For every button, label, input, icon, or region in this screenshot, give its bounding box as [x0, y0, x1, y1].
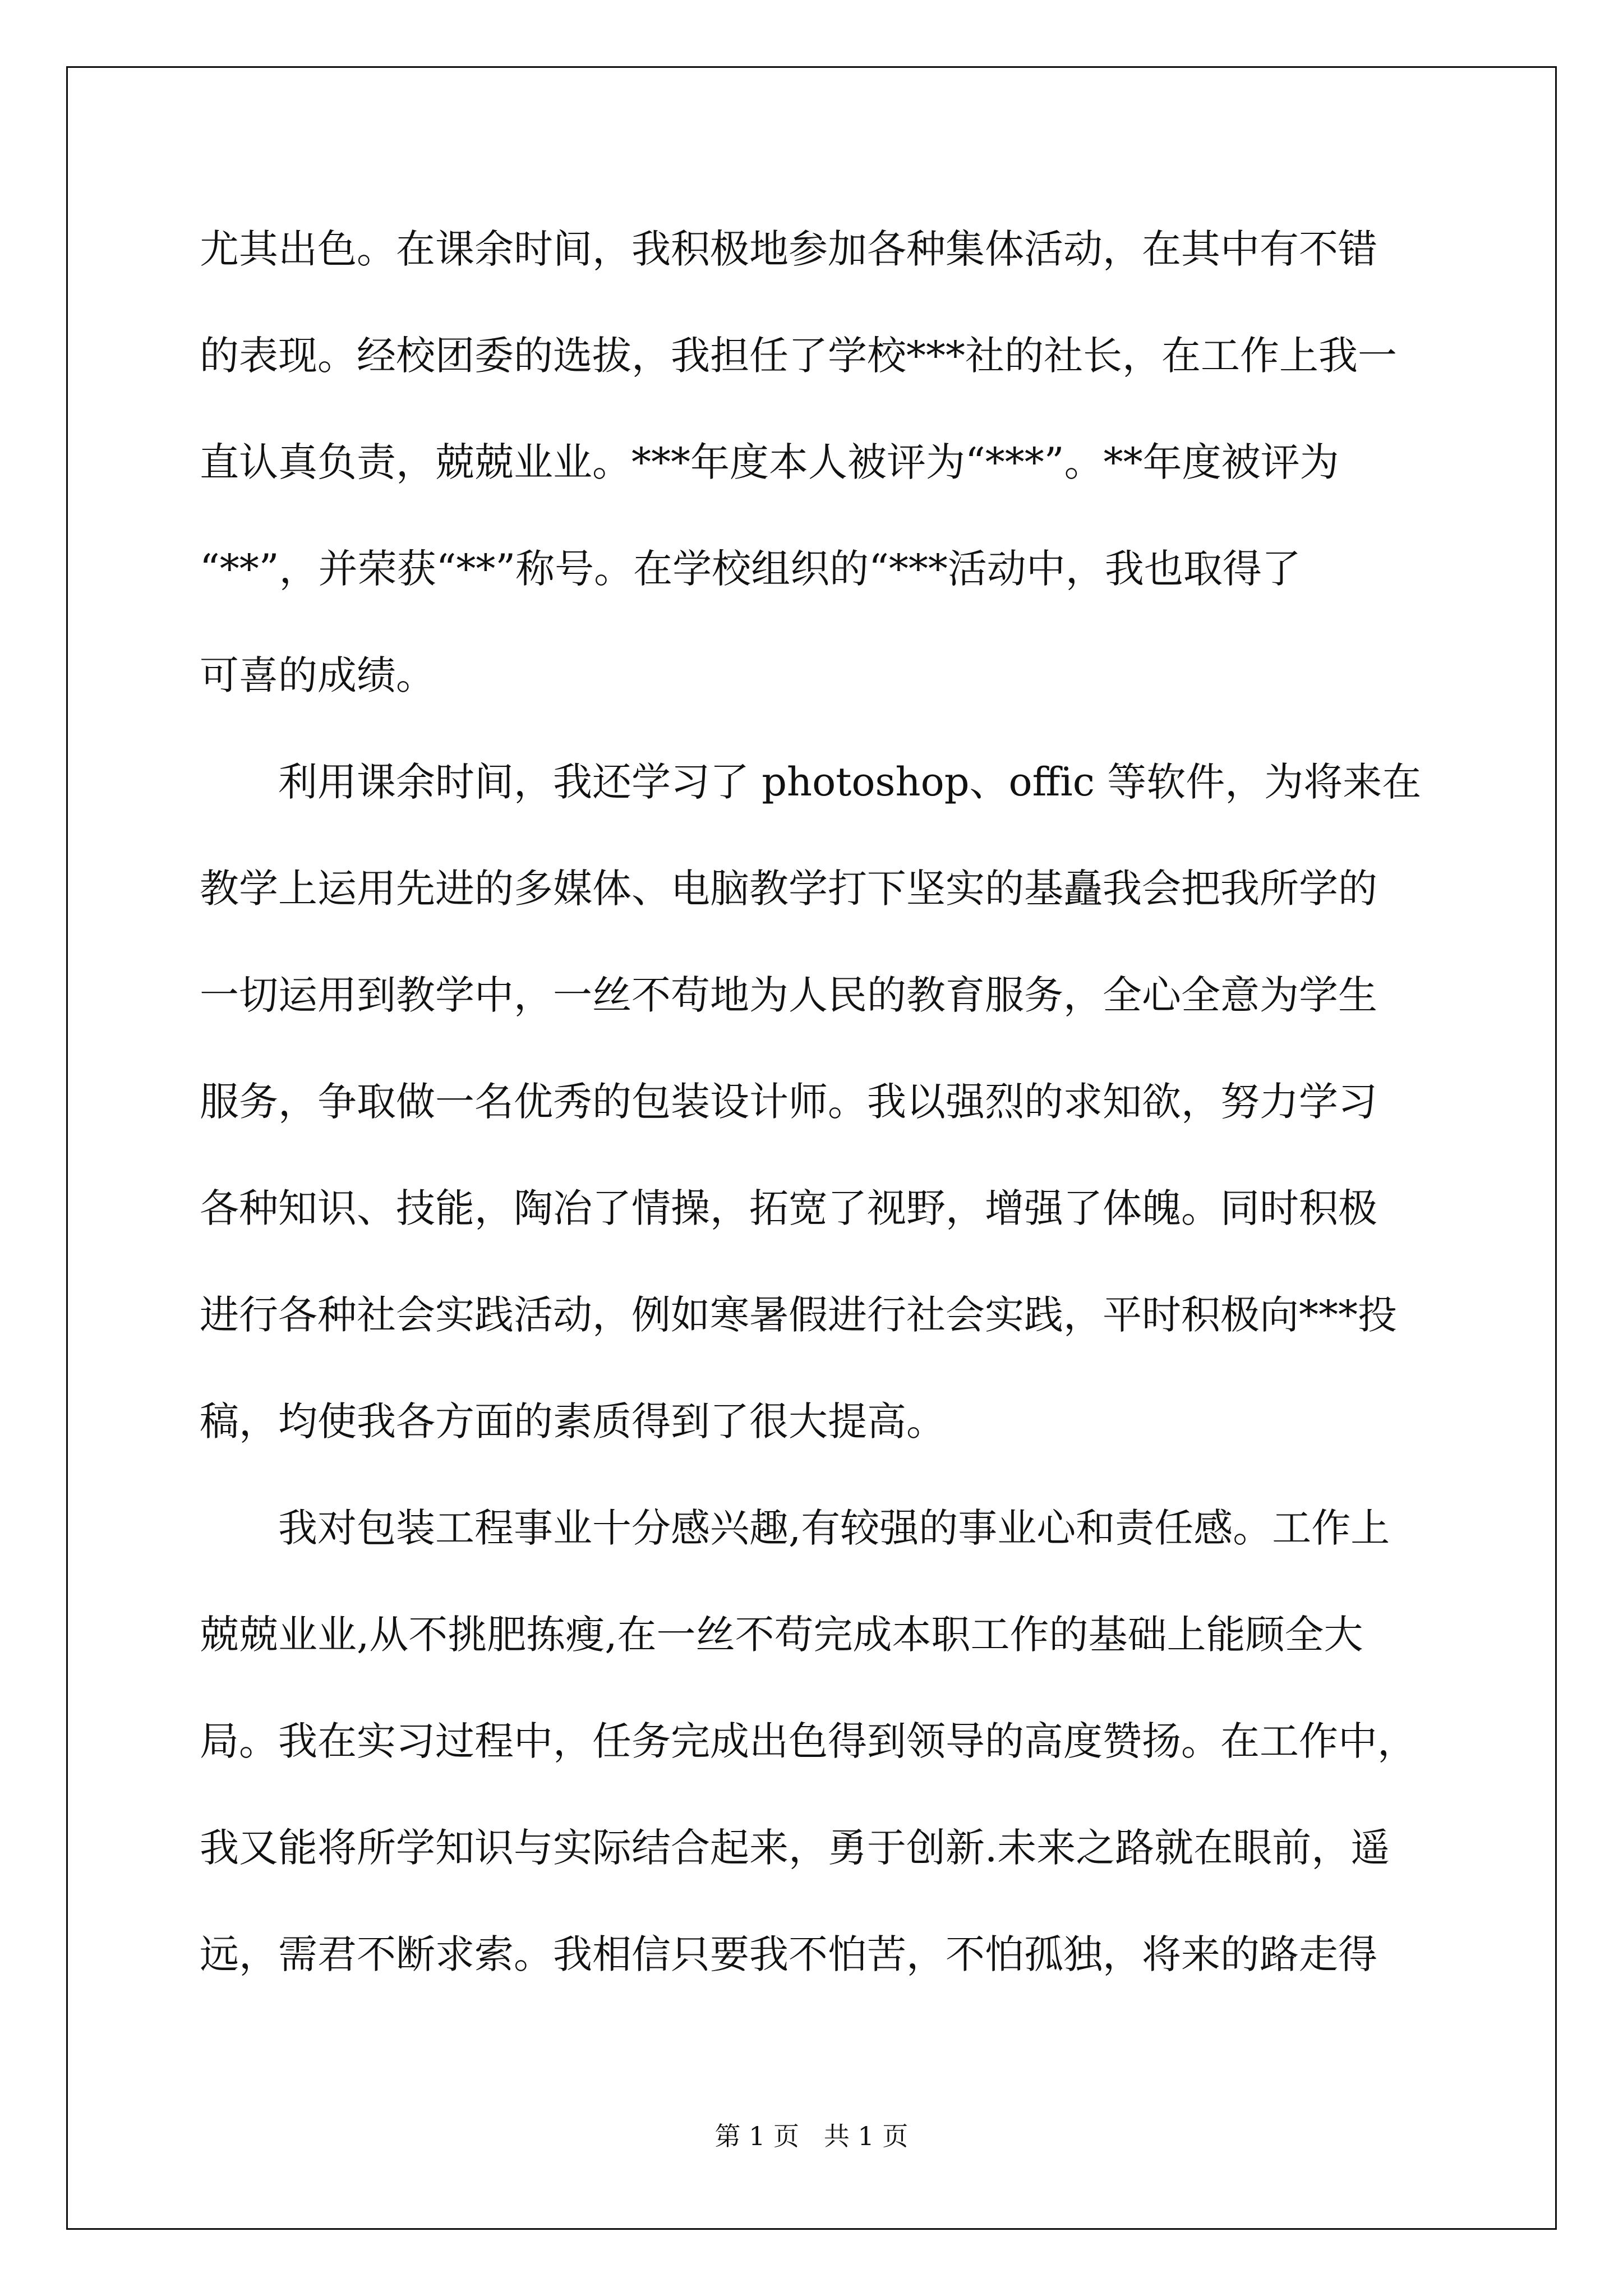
- text-line: 直认真负责，兢兢业业。***年度本人被评为“***”。**年度被评为: [200, 439, 1339, 485]
- text-line: “**”，并荣获“**”称号。在学校组织的“***活动中，我也取得了: [200, 546, 1301, 592]
- page-number-footer: 第 1 页 共 1 页: [714, 2121, 909, 2151]
- text-line: 远，需君不断求索。我相信只要我不怕苦，不怕孤独，将来的路走得: [200, 1931, 1377, 1977]
- text-line: 各种知识、技能，陶冶了情操，拓宽了视野，增强了体魄。同时积极: [200, 1185, 1377, 1231]
- text-line: 我又能将所学知识与实际结合起来，勇于创新.未来之路就在眼前，遥: [200, 1825, 1390, 1871]
- text-line: 服务，争取做一名优秀的包装设计师。我以强烈的求知欲，努力学习: [200, 1079, 1377, 1125]
- text-line: 局。我在实习过程中，任务完成出色得到领导的高度赞扬。在工作中，: [200, 1718, 1417, 1764]
- text-line: 一切运用到教学中，一丝不苟地为人民的教育服务，全心全意为学生: [200, 972, 1377, 1018]
- text-line: 的表现。经校团委的选拔，我担任了学校***社的社长，在工作上我一: [200, 333, 1397, 379]
- page-border: [66, 66, 1557, 2230]
- text-line: 进行各种社会实践活动，例如寒暑假进行社会实践，平时积极向***投: [200, 1292, 1397, 1338]
- paragraph-first-line: 我对包装工程事业十分感兴趣,有较强的事业心和责任感。工作上: [278, 1505, 1390, 1551]
- text-line: 尤其出色。在课余时间，我积极地参加各种集体活动，在其中有不错: [200, 226, 1377, 272]
- paragraph-first-line: 利用课余时间，我还学习了 photoshop、offic 等软件，为将来在: [278, 759, 1422, 805]
- text-line: 可喜的成绩。: [200, 652, 435, 698]
- text-line: 教学上运用先进的多媒体、电脑教学打下坚实的基矗我会把我所学的: [200, 866, 1377, 912]
- text-line: 稿，均使我各方面的素质得到了很大提高。: [200, 1398, 946, 1444]
- text-line: 兢兢业业,从不挑肥拣瘦,在一丝不苟完成本职工作的基础上能顾全大: [200, 1612, 1363, 1658]
